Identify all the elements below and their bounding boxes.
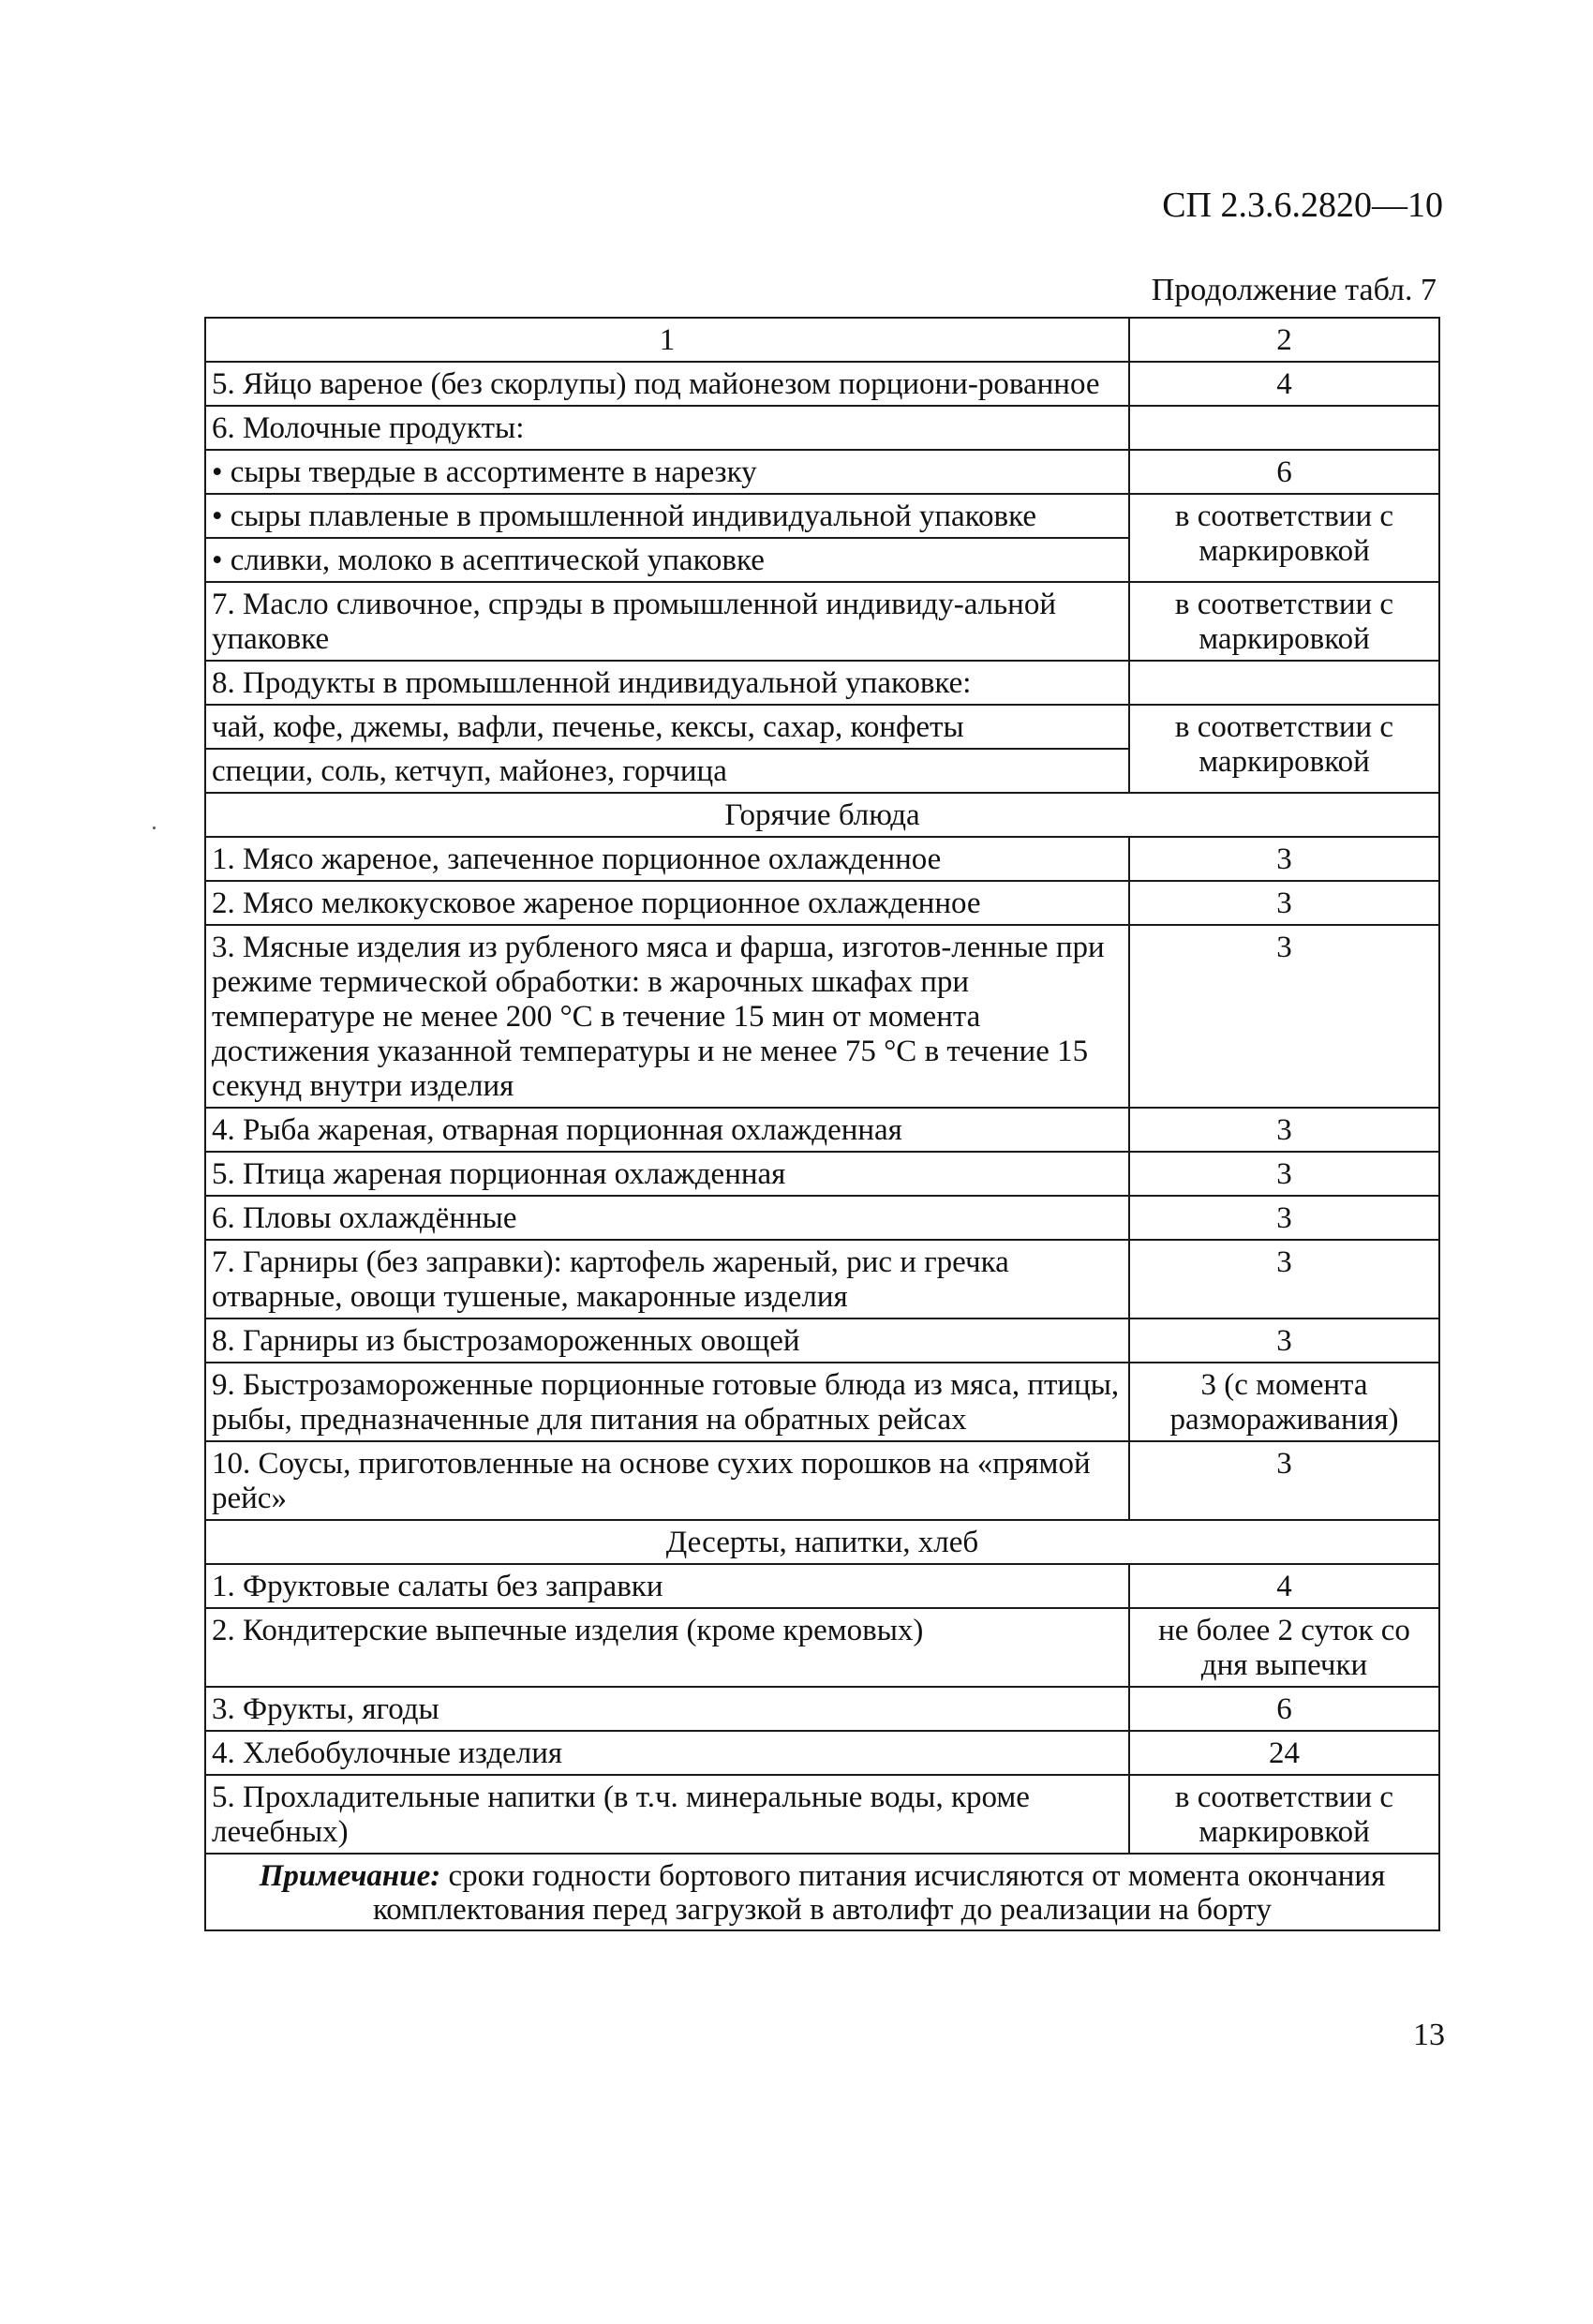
table-header-row — [205, 318, 1439, 362]
table-row — [205, 1564, 1439, 1608]
product-cell: • сливки, молоко в асептической упаковке — [205, 538, 1129, 582]
product-cell: 5. Прохладительные напитки (в т.ч. минеральные воды, кроме лечебных) — [205, 1775, 1129, 1854]
table-row — [205, 1318, 1439, 1363]
table-body — [205, 318, 1439, 1930]
table-row — [205, 1731, 1439, 1775]
section-title: Десерты, напитки, хлеб — [205, 1520, 1439, 1564]
product-cell: 8. Гарниры из быстрозамороженных овощей — [205, 1318, 1129, 1363]
product-cell: 7. Масло сливочное, спрэды в промышленной индивиду-альной упаковке — [205, 582, 1129, 661]
product-cell: 3. Мясные изделия из рубленого мяса и фарша, изготов-ленные при режиме термической обработки: в жарочных шкафах при температуре не менее 200 °С в течение 15 мин от момента достижения указанной температуры и не менее 75 °С в течение 15 секунд внутри изделия — [205, 925, 1129, 1108]
table-row — [205, 1108, 1439, 1152]
shelf-life-cell: в соответствии с маркировкой — [1129, 582, 1439, 661]
table-row — [205, 1363, 1439, 1441]
table-row — [205, 661, 1439, 705]
product-cell: 1. Фруктовые салаты без заправки — [205, 1564, 1129, 1608]
section-header-row — [205, 1520, 1439, 1564]
table-note — [205, 1854, 1439, 1930]
product-cell: 6. Пловы охлаждённые — [205, 1196, 1129, 1240]
product-cell: • сыры твердые в ассортименте в нарезку — [205, 450, 1129, 494]
product-cell: специи, соль, кетчуп, майонез, горчица — [205, 749, 1129, 793]
section-header-row — [205, 793, 1439, 837]
note-text: сроки годности бортового питания исчисляются от момента окончания комплектования перед загрузкой в автолифт до реализации на борту — [372, 1859, 1386, 1927]
product-cell: 5. Птица жареная порционная охлажденная — [205, 1152, 1129, 1196]
table-row — [205, 1441, 1439, 1520]
shelf-life-cell: не более 2 суток со дня выпечки — [1129, 1608, 1439, 1687]
product-cell: 4. Рыба жареная, отварная порционная охлажденная — [205, 1108, 1129, 1152]
shelf-life-cell: 3 — [1129, 837, 1439, 881]
product-cell: 9. Быстрозамороженные порционные готовые блюда из мяса, птицы, рыбы, предназначенные для питания на обратных рейсах — [205, 1363, 1129, 1441]
table-row — [205, 362, 1439, 406]
shelf-life-cell: 3 — [1129, 1318, 1439, 1363]
product-cell: 2. Кондитерские выпечные изделия (кроме кремовых) — [205, 1608, 1129, 1687]
table-row — [205, 705, 1439, 749]
table-row — [205, 1196, 1439, 1240]
shelf-life-cell: 3 — [1129, 881, 1439, 925]
shelf-life-cell: 3 — [1129, 925, 1439, 1108]
product-cell: 7. Гарниры (без заправки): картофель жареный, рис и гречка отварные, овощи тушеные, макаронные изделия — [205, 1240, 1129, 1318]
product-cell: 6. Молочные продукты: — [205, 406, 1129, 450]
product-cell: 10. Соусы, приготовленные на основе сухих порошков на «прямой рейс» — [205, 1441, 1129, 1520]
table-row — [205, 1608, 1439, 1687]
table-row — [205, 1152, 1439, 1196]
shelf-life-cell: 3 — [1129, 1196, 1439, 1240]
page-number: 13 — [1413, 2018, 1445, 2052]
table-row — [205, 1687, 1439, 1731]
shelf-life-cell: в соответствии с маркировкой — [1129, 1775, 1439, 1854]
product-cell: чай, кофе, джемы, вафли, печенье, кексы, сахар, конфеты — [205, 705, 1129, 749]
scan-speck — [153, 827, 156, 829]
shelf-life-cell: 3 — [1129, 1240, 1439, 1318]
shelf-life-cell: 24 — [1129, 1731, 1439, 1775]
section-title: Горячие блюда — [205, 793, 1439, 837]
table-row — [205, 925, 1439, 1108]
product-cell: 3. Фрукты, ягоды — [205, 1687, 1129, 1731]
product-cell: • сыры плавленые в промышленной индивидуальной упаковке — [205, 494, 1129, 538]
shelf-life-cell: 6 — [1129, 450, 1439, 494]
table-row — [205, 450, 1439, 494]
shelf-life-cell — [1129, 406, 1439, 450]
shelf-life-cell — [1129, 661, 1439, 705]
shelf-life-cell: 4 — [1129, 362, 1439, 406]
table-row — [205, 837, 1439, 881]
table-continuation-label: Продолжение табл. 7 — [1151, 273, 1437, 307]
table-row — [205, 406, 1439, 450]
product-cell: 5. Яйцо вареное (без скорлупы) под майонезом порциони-рованное — [205, 362, 1129, 406]
column-header-2: 2 — [1129, 318, 1439, 362]
shelf-life-cell: 3 — [1129, 1152, 1439, 1196]
table-row — [205, 881, 1439, 925]
note-row — [205, 1854, 1439, 1930]
product-cell: 1. Мясо жареное, запеченное порционное охлажденное — [205, 837, 1129, 881]
column-header-1: 1 — [205, 318, 1129, 362]
shelf-life-table — [204, 317, 1440, 1931]
table-row — [205, 494, 1439, 538]
table-row — [205, 1775, 1439, 1854]
shelf-life-cell: в соответствии с маркировкой — [1129, 494, 1439, 582]
product-cell: 4. Хлебобулочные изделия — [205, 1731, 1129, 1775]
note-label: Примечание: — [259, 1859, 441, 1893]
table-row — [205, 582, 1439, 661]
shelf-life-cell: 3 — [1129, 1108, 1439, 1152]
shelf-life-cell: 3 (с момента размораживания) — [1129, 1363, 1439, 1441]
shelf-life-cell: 4 — [1129, 1564, 1439, 1608]
shelf-life-cell: 3 — [1129, 1441, 1439, 1520]
product-cell: 2. Мясо мелкокусковое жареное порционное охлажденное — [205, 881, 1129, 925]
shelf-life-cell: 6 — [1129, 1687, 1439, 1731]
table-row — [205, 1240, 1439, 1318]
product-cell: 8. Продукты в промышленной индивидуальной упаковке: — [205, 661, 1129, 705]
document-code: СП 2.3.6.2820—10 — [1162, 186, 1443, 225]
shelf-life-cell: в соответствии с маркировкой — [1129, 705, 1439, 793]
